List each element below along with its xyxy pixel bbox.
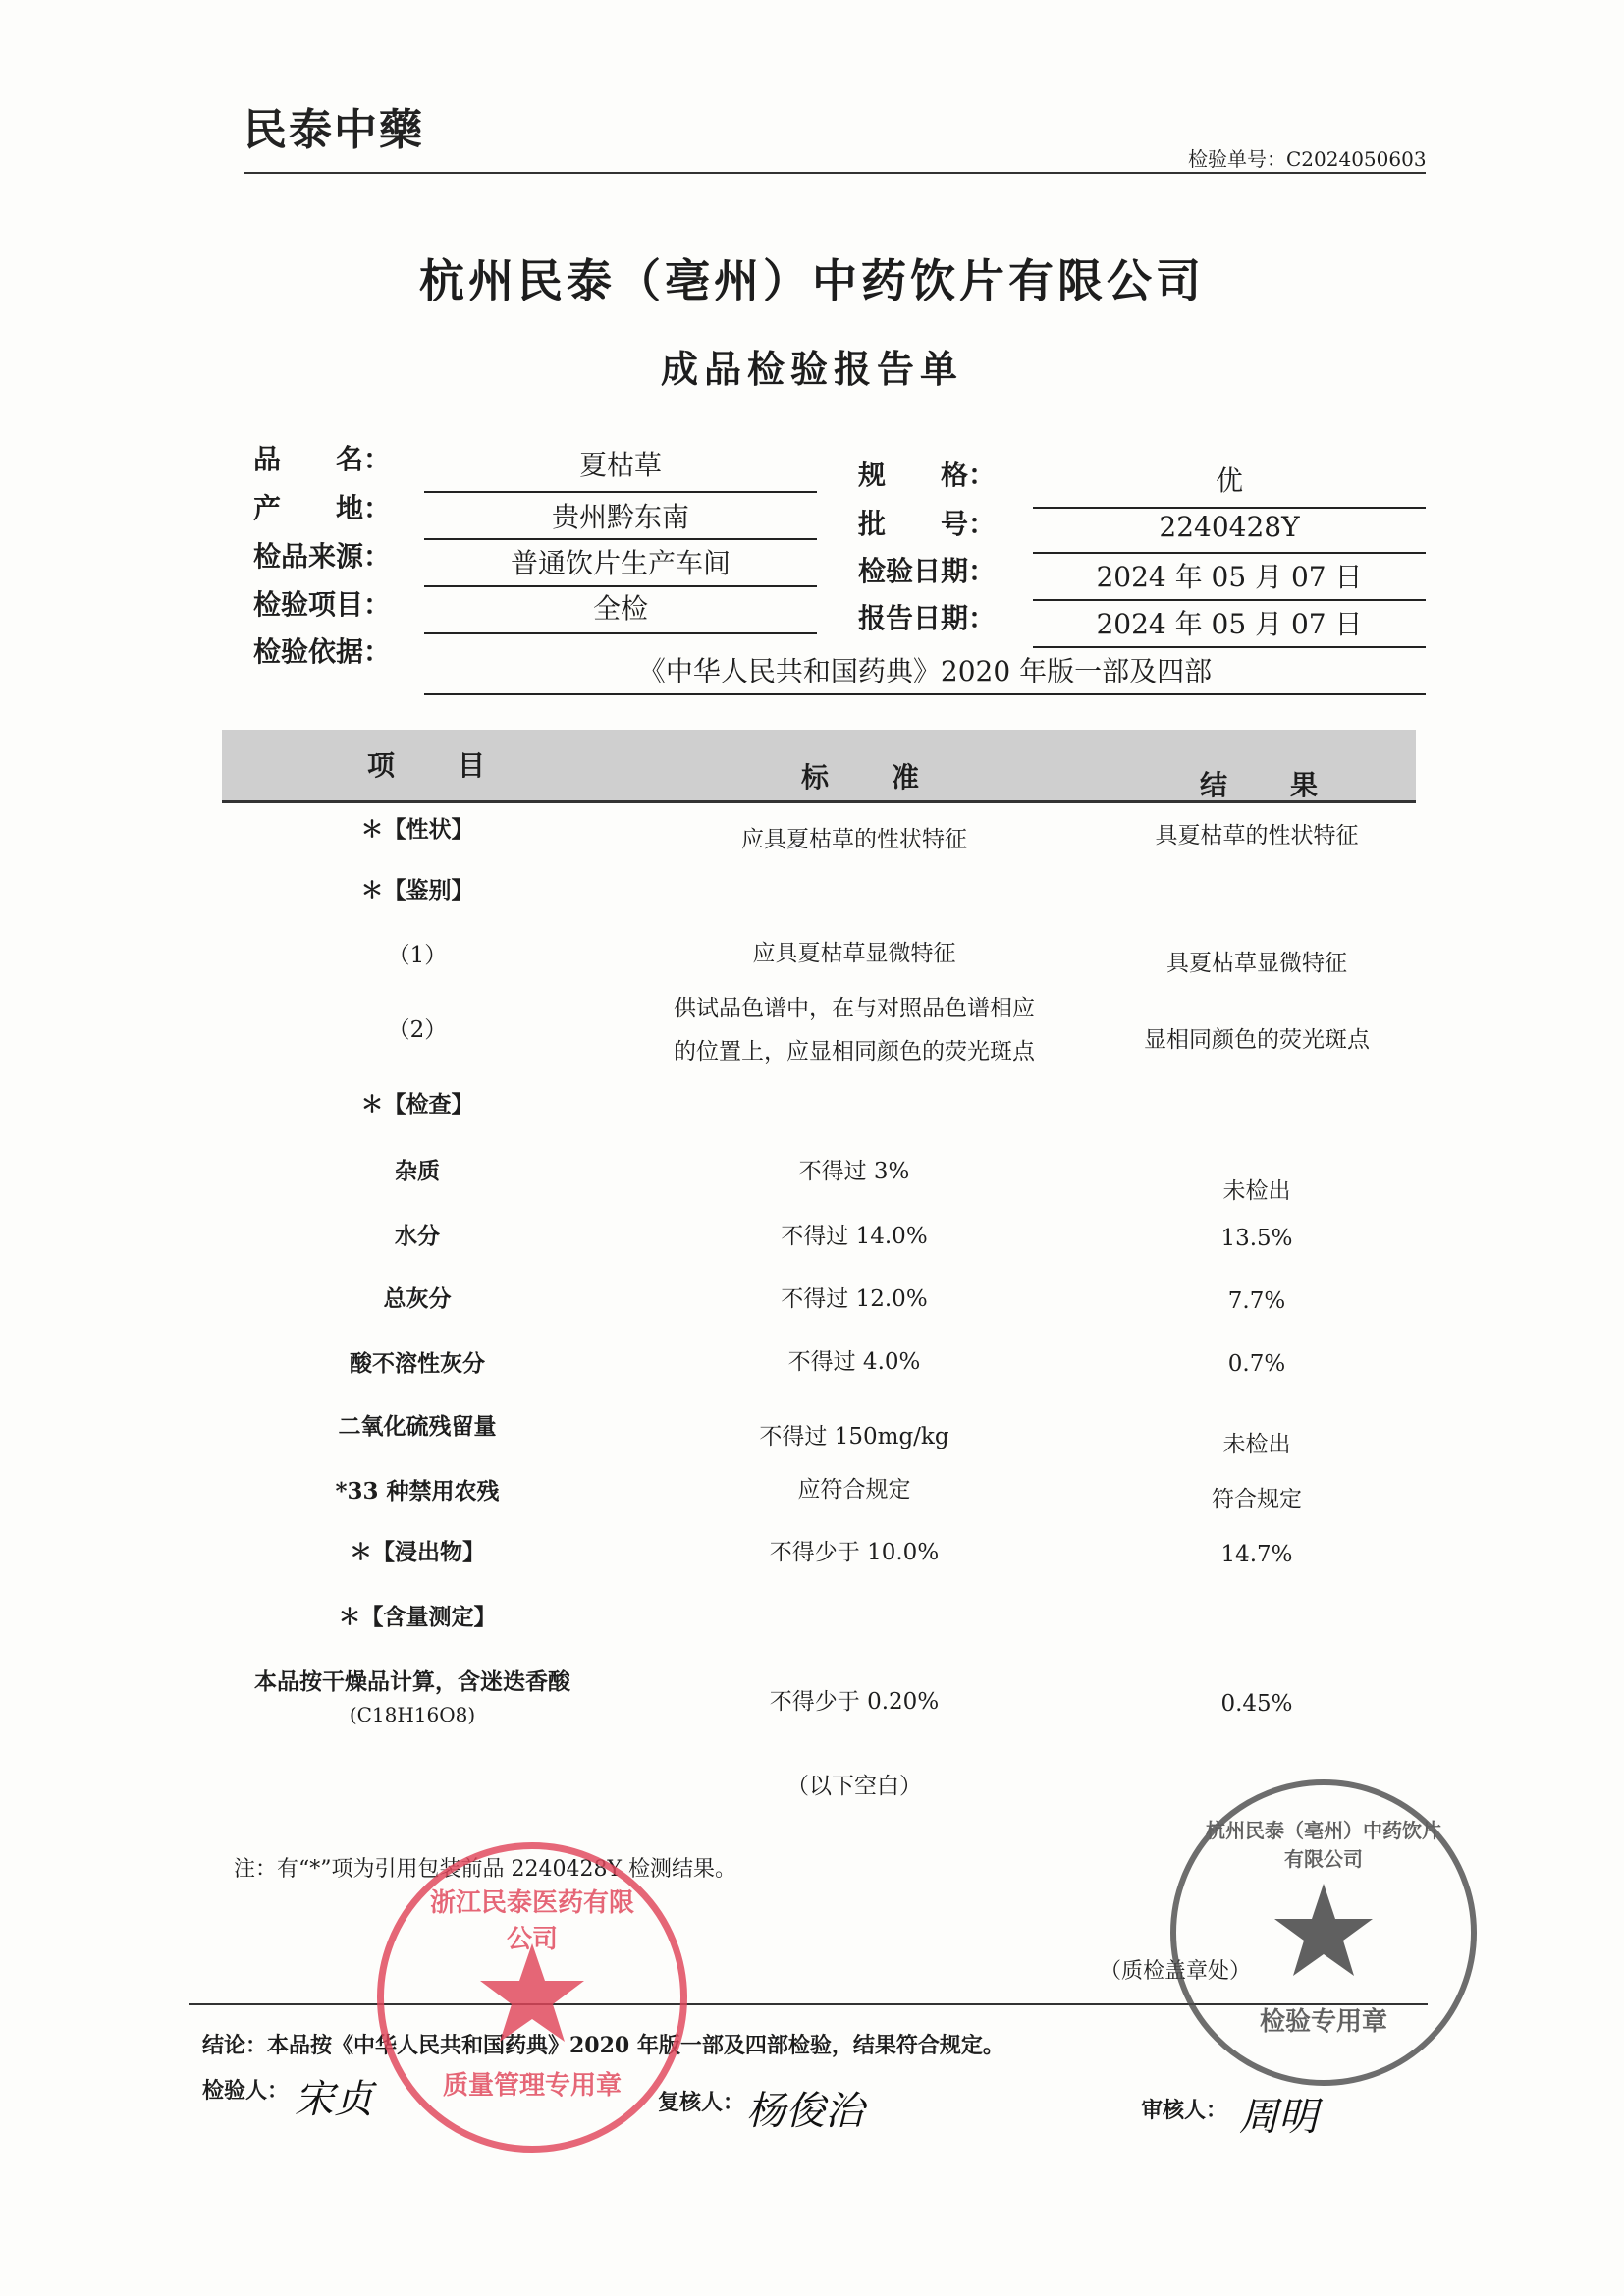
red-seal-text: 浙江民泰医药有限公司 [429,1888,634,1954]
report-title: 成品检验报告单 [660,347,963,391]
table-row-standard: 不得少于 10.0% [769,1540,940,1565]
table-row-item: 二氧化硫残留量 [338,1413,497,1440]
table-row-result: 13.5% [1220,1226,1293,1251]
spec-underline [1033,507,1426,509]
table-row-standard-line2: 的位置上，应显相同颜色的荧光斑点 [674,1039,1035,1065]
table-row-item: ＊【含量测定】 [338,1604,497,1630]
gray-seal-subtext: 检验专用章 [1259,2007,1387,2037]
footnote: 注：有“*”项为引用包装前品 2240428Y 检测结果。 [234,1857,736,1882]
spec-label: 规 格： [858,459,997,491]
product-name-value: 夏枯草 [578,449,662,481]
table-row-result: 未检出 [1222,1432,1291,1457]
basis-underline [424,693,1426,695]
column-header-result: 结 果 [1200,769,1336,801]
table-row-standard: 应具夏枯草的性状特征 [741,827,967,852]
inspector-label: 检验人： [202,2078,290,2104]
table-row-standard: 不得过 3% [798,1159,910,1184]
source-label: 检品来源： [253,540,392,573]
table-row-item: 总灰分 [383,1285,452,1312]
table-row-item-formula: (C18H16O8) [349,1703,476,1726]
test-item-value: 全检 [592,592,648,625]
batch-underline [1033,552,1426,554]
document-number: 检验单号：C2024050603 [1188,147,1427,171]
approver-signature: 周明 [1239,2095,1318,2140]
table-row-standard: 不得过 150mg/kg [759,1424,949,1449]
table-row-result: 符合规定 [1212,1487,1302,1512]
gray-inspection-seal [1170,1779,1477,2086]
red-company-seal [377,1842,687,2153]
reviewer-label: 复核人： [658,2090,745,2115]
table-row-item: 水分 [395,1223,440,1249]
batch-value: 2240428Y [1159,511,1300,543]
origin-label: 产 地： [253,492,392,524]
column-header-standard: 标 准 [801,761,938,793]
approver-label: 审核人： [1141,2098,1228,2123]
blank-note: （以下空白） [786,1774,922,1799]
basis-value: 《中华人民共和国药典》2020 年版一部及四部 [637,655,1213,687]
qc-stamp-label: （质检盖章处） [1100,1959,1252,1984]
product-name-label: 品 名： [253,443,392,475]
table-row-result: 14.7% [1220,1542,1293,1567]
batch-label: 批 号： [858,508,997,540]
product-name-underline [424,491,817,493]
table-row-standard: 不得过 12.0% [781,1286,928,1312]
gray-seal-text: 杭州民泰（亳州）中药饮片有限公司 [1206,1819,1441,1871]
table-row-standard: 不得过 4.0% [787,1349,921,1375]
table-row-item: 本品按干燥品计算，含迷迭香酸 [254,1668,570,1695]
test-item-underline [424,632,817,634]
reviewer-signature: 杨俊治 [746,2089,864,2134]
table-row-standard: 应符合规定 [797,1477,911,1503]
table-row-standard: 供试品色谱中，在与对照品色谱相应 [674,996,1035,1021]
basis-label: 检验依据： [253,635,392,668]
report-date-value: 2024 年 05 月 07 日 [1096,608,1363,640]
table-row-item: （1） [387,943,448,968]
conclusion-text: 结论：本品按《中华人民共和国药典》2020 年版一部及四部检验，结果符合规定。 [202,2033,1004,2058]
table-row-item: （2） [387,1017,448,1043]
column-header-item: 项 目 [367,749,504,782]
spec-value: 优 [1215,465,1243,497]
table-row-standard: 不得过 14.0% [781,1224,928,1249]
table-row-result: 未检出 [1222,1178,1291,1204]
table-row-result: 具夏枯草的性状特征 [1155,823,1359,848]
company-logo: 民泰中藥 [244,105,424,155]
origin-value: 贵州黔东南 [551,501,689,533]
table-row-standard: 不得少于 0.20% [769,1689,940,1715]
header-divider [244,172,1426,174]
report-date-label: 报告日期： [858,602,997,634]
table-row-result: 显相同颜色的荧光斑点 [1144,1027,1370,1053]
test-date-label: 检验日期： [858,555,997,587]
report-date-underline [1033,646,1426,648]
test-date-value: 2024 年 05 月 07 日 [1096,561,1363,593]
table-row-result: 7.7% [1227,1288,1286,1314]
red-seal-subtext: 质量管理专用章 [442,2071,622,2101]
table-row-standard: 应具夏枯草显微特征 [752,941,956,966]
table-row-item: *33 种禁用农残 [335,1478,500,1504]
table-row-item: 杂质 [395,1158,440,1184]
table-row-result: 0.7% [1227,1351,1286,1377]
table-row-item: ＊【浸出物】 [350,1539,485,1565]
table-row-item: 酸不溶性灰分 [350,1350,485,1377]
table-row-item: ＊【检查】 [360,1091,474,1118]
table-row-item: ＊【鉴别】 [360,877,474,903]
table-row-item: ＊【性状】 [360,816,474,843]
table-row-result: 具夏枯草显微特征 [1166,951,1347,976]
test-date-underline [1033,599,1426,601]
inspector-signature: 宋贞 [295,2077,373,2122]
table-row-result: 0.45% [1220,1691,1293,1717]
test-item-label: 检验项目： [253,588,392,621]
source-value: 普通饮片生产车间 [510,547,731,579]
company-name: 杭州民泰（亳州）中药饮片有限公司 [419,254,1205,307]
origin-underline [424,538,817,540]
